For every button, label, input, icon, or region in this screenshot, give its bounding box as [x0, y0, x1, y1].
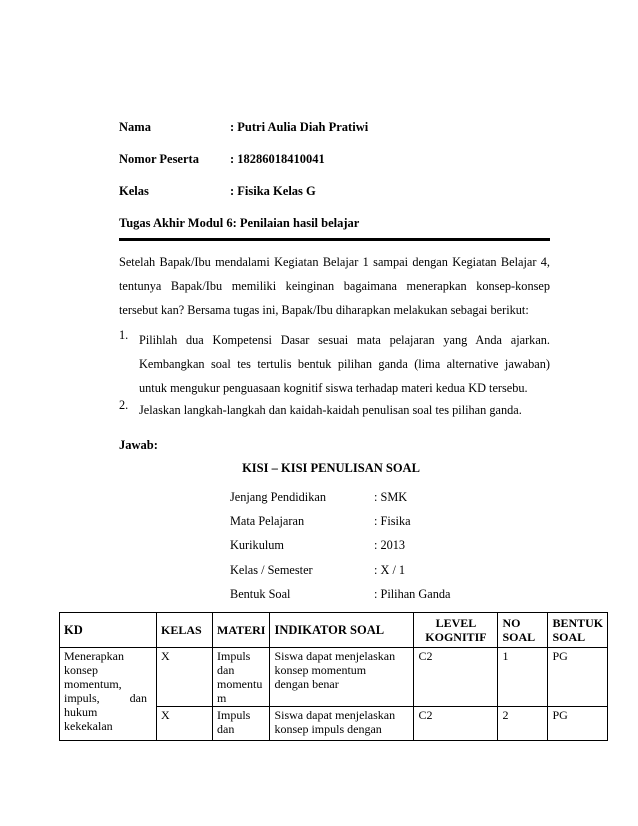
cell-level: C2 [414, 707, 498, 741]
intro-paragraph [119, 250, 550, 322]
kisi-title [0, 461, 638, 476]
materi-line: Impuls [217, 649, 251, 663]
header-text: SOAL [502, 630, 536, 644]
intro-line: Setelah Bapak/Ibu mendalami Kegiatan Belajar 1 sampai dengan Kegiatan Belajar 4, [119, 255, 550, 269]
indikator-line: konsep momentum [274, 663, 367, 677]
task-title-text: Tugas Akhir Modul 6: Penilaian hasil belajar [119, 216, 360, 230]
meta-value: : X / 1 [374, 563, 406, 577]
kisi-table [59, 612, 608, 741]
header-text: SOAL [552, 630, 586, 644]
info-label: Kelas [119, 184, 149, 198]
materi-line: dan [217, 663, 235, 677]
indikator-line: konsep impuls dengan [274, 722, 382, 736]
cell-indikator [270, 707, 414, 741]
kd-cell [60, 648, 157, 741]
header-text: KELAS [161, 623, 202, 637]
task-number: 2. [119, 398, 129, 412]
materi-line: momentu [217, 677, 263, 691]
header-text: LEVEL [435, 616, 477, 630]
info-label: Nama [119, 120, 151, 134]
header-kd [60, 613, 157, 648]
meta-value: : 2013 [374, 538, 406, 552]
task-item-1 [119, 328, 550, 400]
cell-bentuk: PG [548, 648, 608, 707]
header-level [414, 613, 498, 648]
divider [119, 238, 550, 241]
info-value: : Fisika Kelas G [230, 184, 316, 198]
cell-kelas: X [157, 648, 213, 707]
header-indikator [270, 613, 414, 648]
header-materi [213, 613, 270, 648]
task-line: untuk mengukur penguasaan kognitif siswa terhadap materi kedua KD tersebu. [139, 381, 528, 395]
indikator-line: Siswa dapat menjelaskan [274, 708, 396, 722]
header-bentuk-soal [548, 613, 608, 648]
meta-key: Mata Pelajaran [230, 514, 305, 528]
intro-line: tentunya Bapak/Ibu memiliki keinginan bagaimana menerapkan konsep-konsep [119, 279, 550, 293]
header-text: MATERI [217, 623, 266, 637]
meta-key: Bentuk Soal [230, 587, 291, 601]
header-text: KD [64, 623, 83, 637]
header-text: INDIKATOR SOAL [274, 623, 385, 637]
cell-no: 1 [498, 648, 548, 707]
meta-key: Jenjang Pendidikan [230, 490, 326, 504]
task-number: 1. [119, 328, 129, 342]
kd-line: momentum, [64, 677, 122, 691]
header-text: BENTUK [552, 616, 604, 630]
info-value: : 18286018410041 [230, 152, 325, 166]
task-item-2 [119, 398, 550, 422]
cell-bentuk: PG [548, 707, 608, 741]
cell-kelas: X [157, 707, 213, 741]
table-header-row [60, 613, 608, 648]
materi-line: Impuls [217, 708, 251, 722]
materi-line: m [217, 691, 227, 705]
meta-value: : SMK [374, 490, 408, 504]
header-text: KOGNITIF [425, 630, 487, 644]
meta-key: Kelas / Semester [230, 563, 313, 577]
kd-line: konsep [64, 663, 98, 677]
cell-level: C2 [414, 648, 498, 707]
kd-line: hukum [64, 705, 98, 719]
indikator-line: Siswa dapat menjelaskan [274, 649, 396, 663]
answer-label: Jawab: [119, 438, 158, 452]
meta-value: : Pilihan Ganda [374, 587, 451, 601]
cell-indikator [270, 648, 414, 707]
header-text: NO [502, 616, 521, 630]
header-no-soal [498, 613, 548, 648]
table-row [60, 648, 608, 707]
intro-line: tersebut kan? Bersama tugas ini, Bapak/Ibu diharapkan melakukan sebagai berikut: [119, 303, 529, 317]
header-kelas [157, 613, 213, 648]
info-value: : Putri Aulia Diah Pratiwi [230, 120, 369, 134]
cell-materi [213, 648, 270, 707]
task-line: Jelaskan langkah-langkah dan kaidah-kaidah penulisan soal tes pilihan ganda. [139, 403, 522, 417]
materi-line: dan [217, 722, 235, 736]
cell-materi [213, 707, 270, 741]
kisi-title-text: KISI – KISI PENULISAN SOAL [242, 461, 420, 475]
task-line: Pilihlah dua Kompetensi Dasar sesuai mata pelajaran yang Anda ajarkan. [139, 333, 550, 347]
meta-key: Kurikulum [230, 538, 284, 552]
kd-line: impuls, dan [64, 691, 147, 705]
meta-value: : Fisika [374, 514, 411, 528]
kd-line: kekekalan [64, 719, 113, 733]
indikator-line: dengan benar [274, 677, 339, 691]
info-label: Nomor Peserta [119, 152, 199, 166]
kd-line: Menerapkan [64, 649, 124, 663]
task-line: Kembangkan soal tes tertulis bentuk pilihan ganda (lima alternative jawaban) [139, 357, 550, 371]
cell-no: 2 [498, 707, 548, 741]
